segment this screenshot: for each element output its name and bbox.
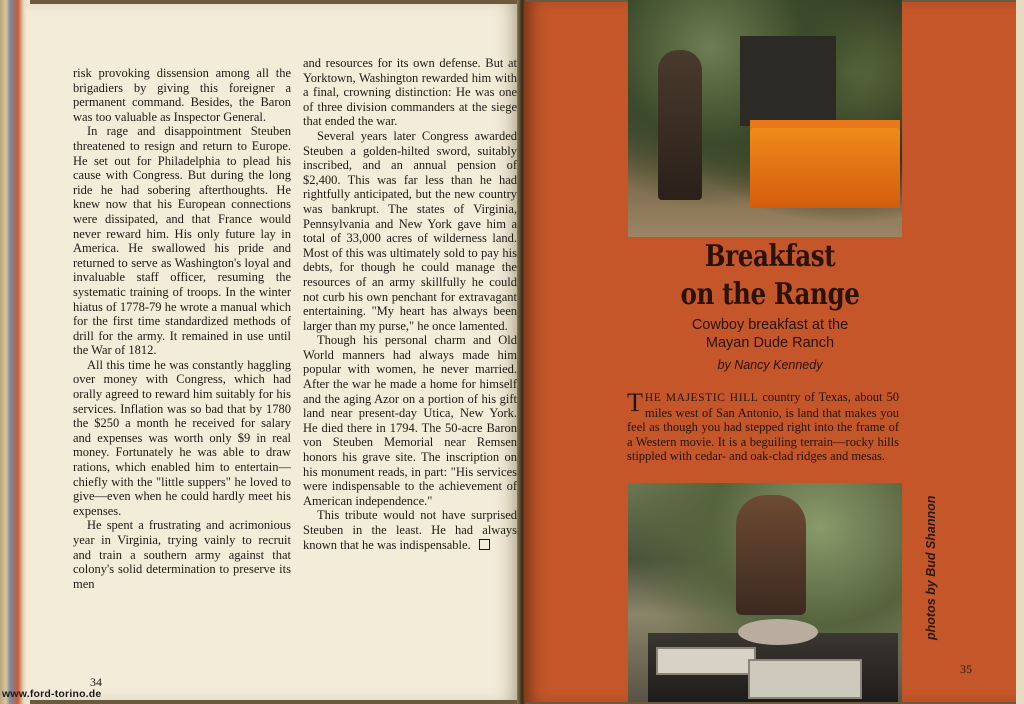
photo-tray [656, 647, 756, 675]
headline-line-1: Breakfast [704, 239, 836, 274]
paragraph: In rage and disappointment Steuben threatened to resign and return to Europe. He set out for Philadelphia to plead his cause with Congress. But during the long ride he had sobering afterthoughts. He knew now that his European connections were dissipated, and that France would never reward him. His only future lay in America. He swallowed his pride and returned to serve as Washington's loyal and invaluable staff officer, resuming the systematic training of troops. In the winter hiatus of 1778-79 he wrote a manual which for the first time standardized methods of drill for the army. It remained in use until the War of 1812. [73, 124, 291, 358]
photo-credit [912, 480, 938, 640]
article-headline [663, 238, 876, 314]
left-column-2 [303, 56, 517, 552]
paragraph: All this time he was constantly haggling over money with Congress, which had orally agreed to reward him suitably for his services. Inflation was so bad that by 1780 the $250 a month he received for salary and expenses was worth only $9 in real money. Fortunately he was able to draw rations, which enabled him to entertain—chiefly with the "little suppers" he loved to give—even when he could hardly meet his expenses. [73, 357, 291, 518]
end-mark-icon [479, 539, 490, 550]
photo-pan [738, 619, 818, 645]
page-number-right: 35 [960, 662, 972, 676]
page-number-left: 34 [90, 675, 102, 689]
subhead-line-2: Mayan Dude Ranch [705, 335, 835, 351]
subhead-line-1: Cowboy breakfast at the [691, 317, 849, 333]
photo-credit-text: photos by Bud Shannon [924, 495, 938, 640]
photo-tray [748, 659, 862, 699]
headline-line-2: on the Range [680, 277, 860, 312]
byline: by Nancy Kennedy [717, 358, 823, 372]
paragraph: and resources for its own defense. But at Yorktown, Washington rewarded him with a final, crowning distinction: He was one of three division commanders at the siege that ended the war. [303, 56, 517, 129]
paragraph: risk provoking dissension among all the brigadiers by giving this foreigner a permanent command. Besides, the Baron was too valuable as Inspector General. [73, 66, 291, 124]
photo-cowboy [658, 50, 702, 200]
cowboy-cooking-photo [628, 483, 902, 702]
drop-cap: T [627, 388, 643, 417]
photo-doorway [740, 36, 836, 126]
left-column-1 [73, 66, 291, 591]
last-paragraph-text: This tribute would not have surprised Steuben in the least. He had always known that he was indispensable. [303, 508, 517, 552]
paragraph: He spent a frustrating and acrimonious year in Virginia, trying vainly to recruit and train a southern army against that colony's solid determination to preserve its men [73, 518, 291, 591]
paragraph: Though his personal charm and Old World manners had always made him popular with women, he never married. After the war he made a home for himself and the aging Azor on a portion of his gift land near present-day Utica, New York. He died there in 1794. The 50-acre Baron von Steuben Memorial near Remsen honors his grave site. The inscription on his monument reads, in part: "His services were indispensable to the achievement of American independence." [303, 333, 517, 508]
cowboy-table-photo [628, 0, 902, 237]
intro-text: country of Texas, about 50 miles west of San Antonio, is land that makes you feel as though you had stepped right into the frame of a Western movie. It is a beguiling terrain—rocky hills stippled with cedar- and oak-clad ridges and mesas. [627, 390, 899, 464]
next-pages-edge [1016, 0, 1024, 704]
watermark-url: www.ford-torino.de [2, 688, 102, 700]
article-subhead [640, 316, 900, 352]
intro-smallcaps: HE MAJESTIC HILL [644, 392, 759, 404]
paragraph: Several years later Congress awarded Steuben a golden-hilted sword, suitably inscribed, and an annual pension of $2,400. This was far less than he had rightfully anticipated, but the new country was bankrupt. The states of Virginia, Pennsylvania and New York gave him a total of 33,000 acres of wilderness land. Most of this was ultimately sold to pay his debts, for though he could manage the resources of an army skillfully he could not curb his own penchant for extravagant entertaining. "My heart has always been larger than my purse," he once lamented. [303, 128, 517, 333]
photo-cook [736, 495, 806, 615]
paragraph [303, 508, 517, 552]
intro-paragraph [627, 390, 899, 464]
photo-tablecloth [750, 128, 900, 208]
